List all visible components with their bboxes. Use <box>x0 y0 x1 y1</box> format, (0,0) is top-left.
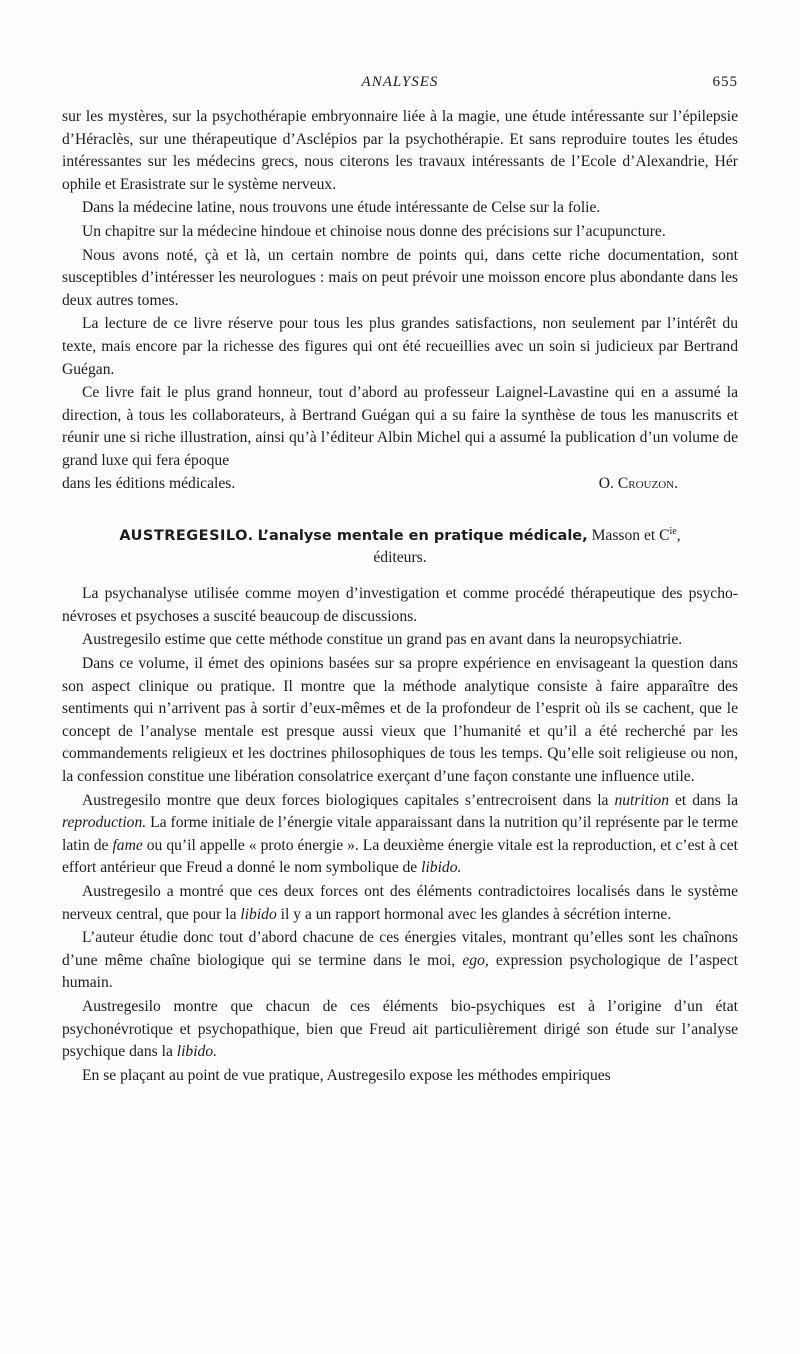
review-title: L’analyse mentale en pratique médicale, <box>257 528 588 545</box>
italic-term: libido <box>240 905 277 923</box>
italic-term: ego, <box>462 951 489 969</box>
italic-term: reproduction. <box>62 814 147 832</box>
paragraph: La lecture de ce livre réserve pour tous les plus grandes satisfactions, non seulement par l’intérêt du texte, mais encore par la richesse des figures qui ont été recueillies avec un soin si judicieux par Bertrand Guégan. <box>62 315 738 378</box>
paragraph: Austregesilo estime que cette méthode constitue un grand pas en avant dans la neuropsychiatrie. <box>82 631 683 649</box>
page-body <box>62 106 738 1088</box>
signature-initial: O. <box>598 474 614 492</box>
text-run: La forme initiale de l’énergie vitale apparaissant dans la nutrition qu’il représente par le terme latin de <box>62 814 738 854</box>
paragraph <box>62 927 738 995</box>
signature <box>599 473 678 496</box>
publisher-comma: , <box>676 527 681 545</box>
paragraph: Ce livre fait le plus grand honneur, tout d’abord au professeur Laignel-Lavastine qui en a assumé la direction, à tous les collaborateurs, à Bertrand Guégan qui a su faire la synthèse de tous les manuscrits et réunir une si riche illustration, ainsi qu’à l’éditeur Albin Michel qui a assumé la publication d’un volume de grand luxe qui fera époque <box>62 384 738 469</box>
review-publisher-line2: éditeurs. <box>373 549 427 567</box>
text-run: L’auteur étudie donc tout d’abord chacune de ces énergies vitales, montrant qu’elles sont les chaînons d’une même chaîne biologique qui se termine dans le moi, <box>62 929 738 969</box>
paragraph: sur les mystères, sur la psychothérapie embryonnaire liée à la magie, une étude intéressante sur l’épilepsie d’Héraclès, sur une thérapeutique d’Asclépios par la psychothérapie. Et sans reproduire toutes les études intéressantes sur les médecins grecs, nous citerons les travaux intéressants de l’Ecole d’Alexandrie, Hér ophile et Erasistrate sur le système nerveux. <box>62 108 738 193</box>
text-run: Austregesilo a montré que ces deux forces ont des éléments contradictoires localisés dans le système nerveux central, que pour la <box>62 883 738 923</box>
paragraph: En se plaçant au point de vue pratique, Austregesilo expose les méthodes empiriques <box>82 1066 611 1084</box>
text-run: Austregesilo montre que chacun de ces éléments bio-psychiques est à l’origine d’un état psychonévrotique et psychopathique, bien que Freud ait particulièrement dirigé son étude sur l’analyse psychique dans la <box>62 997 738 1061</box>
italic-term: libido. <box>421 859 462 877</box>
paragraph <box>62 790 738 880</box>
paragraph: Dans ce volume, il émet des opinions basées sur sa propre expérience en envisageant la question dans son aspect clinique ou pratique. Il montre que la méthode analytique consiste à faire apparaître des sentiments qui n’arrivent pas à sortir d’eux-mêmes et de la profondeur de l’esprit où ils se cachent, que le concept de l’analyse mentale est presque aussi vieux que l’humanité et qu’il a été recherché par les commandements religieux et les doctrines philosophiques de tous les temps. Qu’elle soit religieuse ou non, la confession constitue une libération consolatrice exerçant d’une façon constante une influence utile. <box>62 655 738 786</box>
running-title: ANALYSES <box>361 74 439 90</box>
italic-term: nutrition <box>614 791 670 809</box>
review-heading-line1 <box>62 521 738 547</box>
text-run: Austregesilo montre que deux forces biologiques capitales s’entrecroisent dans la <box>82 791 615 809</box>
publisher-superscript: ie <box>669 526 677 538</box>
text-run: et dans la <box>669 791 738 809</box>
review-publisher: Masson et C <box>591 527 670 545</box>
paragraph: Nous avons noté, çà et là, un certain nombre de points qui, dans cette riche documentation, sont susceptibles d’intéresser les neurologues : mais on peut prévoir une moisson encore plus abondante dans les deux autres tomes. <box>62 246 738 309</box>
signature-name: Crouzon. <box>617 474 678 492</box>
text-run: ou qu’il appelle « proto énergie ». La deuxième énergie vitale est la reproduction, et c’est à cet effort antérieur que Freud a donné le nom symbolique de <box>62 836 739 877</box>
review-heading <box>62 521 738 569</box>
italic-term: libido. <box>176 1043 218 1061</box>
italic-term: fame <box>112 836 143 854</box>
text-run: expression psychologique de l’aspect humain. <box>62 951 738 992</box>
running-head <box>62 74 738 96</box>
paragraph: La psychanalyse utilisée comme moyen d’investigation et comme procédé thérapeutique des psycho-névroses et psychoses a suscité beaucoup de discussions. <box>62 585 738 625</box>
text-run: il y a un rapport hormonal avec les glandes à sécrétion interne. <box>276 905 672 923</box>
paragraph <box>62 996 738 1064</box>
paragraph <box>62 881 738 926</box>
review-author: AUSTREGESILO. <box>119 528 254 545</box>
paragraph: Un chapitre sur la médecine hindoue et chinoise nous donne des précisions sur l’acupuncture. <box>82 222 666 240</box>
page-number: 655 <box>712 74 738 90</box>
signature-line <box>62 473 738 496</box>
paragraph-end: dans les éditions médicales. <box>62 474 236 492</box>
paragraph: Dans la médecine latine, nous trouvons une étude intéressante de Celse sur la folie. <box>82 199 601 217</box>
